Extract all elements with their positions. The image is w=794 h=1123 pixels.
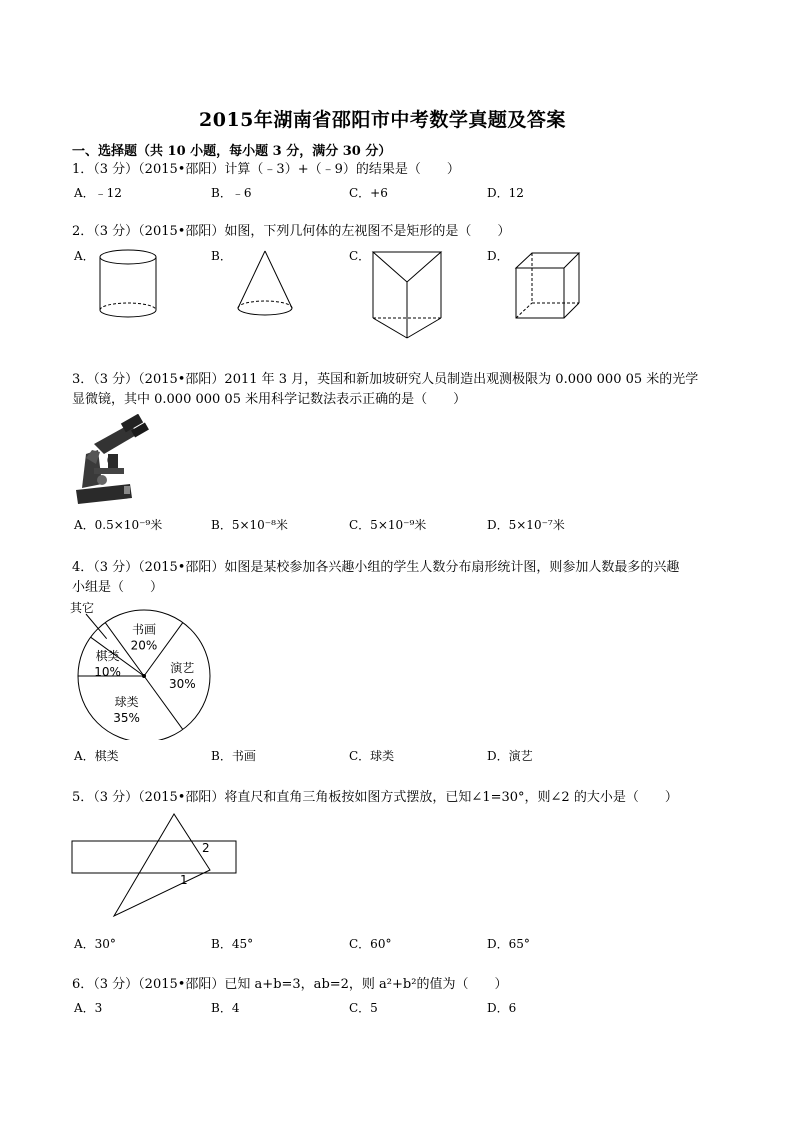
triangle-shape bbox=[114, 814, 210, 916]
question-3-stem-line2: 显微镜，其中 0.000 000 05 米用科学记数法表示正确的是（ ） bbox=[72, 392, 467, 407]
question-6-stem: 6．（3 分）（2015•邵阳）已知 a+b=3，ab=2，则 a²+b²的值为（ ） bbox=[72, 977, 508, 992]
q5-option-a: A．30° bbox=[74, 937, 116, 951]
cube-figure bbox=[512, 248, 584, 324]
q4-option-c: C．球类 bbox=[349, 749, 395, 763]
pie-chart bbox=[68, 600, 218, 740]
pie-slice-percent: 35% bbox=[113, 711, 140, 726]
q1-option-b: B．﹣6 bbox=[211, 186, 252, 200]
q2-option-d: D． bbox=[487, 249, 509, 263]
q2-option-b: B． bbox=[211, 249, 232, 263]
question-1-stem: 1．（3 分）（2015•邵阳）计算（﹣3）+（﹣9）的结果是（ ） bbox=[72, 162, 460, 177]
question-4-stem-line2: 小组是（ ） bbox=[72, 580, 164, 595]
pie-leader-line bbox=[86, 614, 107, 639]
q4-option-a: A．棋类 bbox=[74, 749, 119, 763]
microscope-photo bbox=[72, 414, 152, 506]
pie-slice-percent: 10% bbox=[94, 665, 121, 680]
q1-option-d: D．12 bbox=[487, 186, 524, 200]
question-5-stem: 5．（3 分）（2015•邵阳）将直尺和直角三角板按如图方式摆放，已知∠1=30°，则∠2 的大小是（ ） bbox=[72, 790, 678, 805]
q1-option-c: C．+6 bbox=[349, 186, 388, 200]
q2-option-c: C． bbox=[349, 249, 371, 263]
pie-slice-percent: 20% bbox=[130, 638, 158, 653]
q5-option-b: B．45° bbox=[211, 937, 254, 951]
q3-option-b: B．5×10⁻⁸米 bbox=[211, 518, 288, 532]
page-title: 2015年湖南省邵阳市中考数学真题及答案 bbox=[199, 109, 566, 131]
pie-center bbox=[142, 674, 146, 678]
pie-slice-label: 演艺 bbox=[170, 661, 195, 675]
pie-slice-label: 书画 bbox=[131, 622, 157, 637]
q3-option-d: D．5×10⁻⁷米 bbox=[487, 518, 565, 532]
q5-option-c: C．60° bbox=[349, 937, 392, 951]
pie-slice-label: 棋类 bbox=[95, 649, 120, 664]
angle-1-label: 1 bbox=[180, 873, 188, 887]
q1-option-a: A．﹣12 bbox=[74, 186, 122, 200]
cone-figure bbox=[233, 248, 297, 322]
q6-option-c: C．5 bbox=[349, 1001, 378, 1015]
section-heading: 一、选择题（共 10 小题，每小题 3 分，满分 30 分） bbox=[72, 144, 392, 159]
ruler-shape bbox=[72, 841, 236, 873]
pie-slice-percent: 30% bbox=[168, 677, 196, 691]
q5-option-d: D．65° bbox=[487, 937, 530, 951]
cylinder-figure bbox=[96, 248, 160, 322]
angle-2-label: 2 bbox=[202, 841, 210, 855]
q2-option-a: A． bbox=[74, 249, 95, 263]
ruler-triangle-figure bbox=[70, 810, 240, 922]
question-3-stem-line1: 3．（3 分）（2015•邵阳）2011 年 3 月，英国和新加坡研究人员制造出观测极限为 0.000 000 05 米的光学 bbox=[72, 372, 699, 387]
q6-option-b: B．4 bbox=[211, 1001, 240, 1015]
q6-option-d: D．6 bbox=[487, 1001, 517, 1015]
question-4-stem-line1: 4．（3 分）（2015•邵阳）如图是某校参加各兴趣小组的学生人数分布扇形统计图，则参加人数最多的兴趣 bbox=[72, 560, 680, 575]
question-2-stem: 2．（3 分）（2015•邵阳）如图，下列几何体的左视图不是矩形的是（ ） bbox=[72, 224, 511, 239]
pie-slice-label: 球类 bbox=[114, 695, 139, 710]
q3-option-c: C．5×10⁻⁹米 bbox=[349, 518, 427, 532]
q6-option-a: A．3 bbox=[74, 1001, 103, 1015]
q4-option-d: D．演艺 bbox=[487, 749, 533, 763]
pie-slice-label-other: 其它 bbox=[70, 601, 95, 615]
q4-option-b: B．书画 bbox=[211, 749, 256, 763]
q3-option-a: A．0.5×10⁻⁹米 bbox=[74, 518, 163, 532]
triangular-prism-figure bbox=[369, 248, 445, 342]
